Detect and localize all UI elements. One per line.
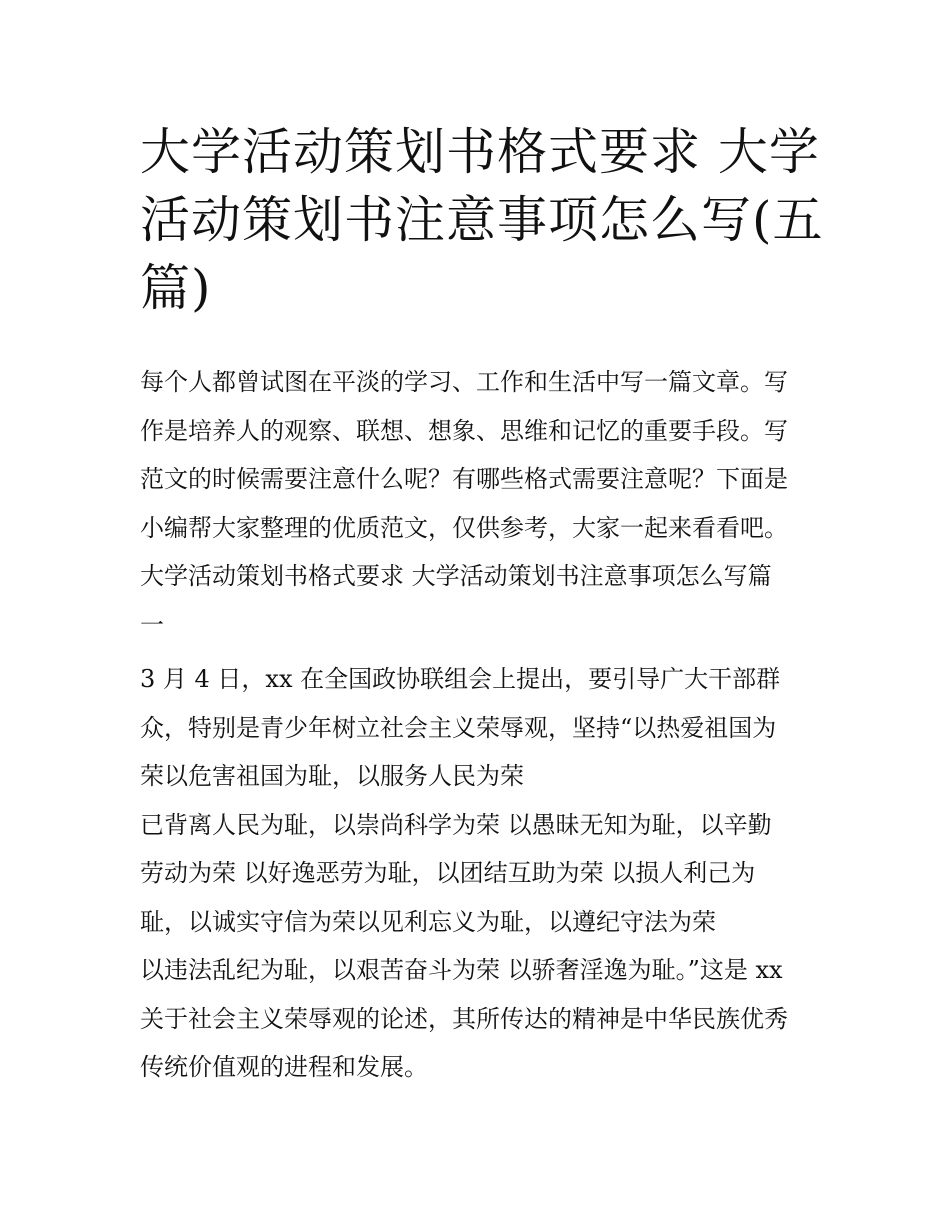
title-line: 活动策划书注意事项怎么写(五	[140, 191, 824, 249]
intro-paragraph	[140, 358, 830, 552]
document-title	[140, 118, 824, 322]
title-line: 大学活动策划书格式要求 大学	[140, 123, 820, 181]
section-heading-line: 一	[140, 610, 164, 639]
paragraph-line: 小编帮大家整理的优质范文，仅供参考，大家一起来看看吧。	[140, 513, 788, 542]
section-heading-line: 大学活动策划书格式要求 大学活动策划书注意事项怎么写篇	[140, 562, 772, 590]
paragraph-line: 荣以危害祖国为耻，以服务人民为荣	[140, 762, 524, 790]
paragraph-line: 3 月 4 日，xx 在全国政协联组会上提出，要引导广大干部群	[140, 665, 781, 693]
document-body	[140, 358, 830, 1092]
paragraph-line: 关于社会主义荣辱观的论述，其所传达的精神是中华民族优秀	[140, 1004, 788, 1033]
title-line: 篇)	[140, 259, 212, 317]
paragraph-line: 每个人都曾试图在平淡的学习、工作和生活中写一篇文章。写	[140, 368, 788, 396]
paragraph-line: 劳动为荣 以好逸恶劳为耻，以团结互助为荣 以损人利己为	[140, 859, 756, 887]
paragraph-line: 作是培养人的观察、联想、想象、思维和记忆的重要手段。写	[140, 416, 788, 445]
paragraph-line: 众，特别是青少年树立社会主义荣辱观，坚持“以热爱祖国为	[140, 713, 777, 742]
section-heading	[140, 552, 830, 649]
paragraph-line: 传统价值观的进程和发展。	[140, 1053, 428, 1081]
paragraph-line: 以违法乱纪为耻，以艰苦奋斗为荣 以骄奢淫逸为耻。”这是 xx	[140, 956, 783, 984]
paragraph-line: 已背离人民为耻，以崇尚科学为荣 以愚昧无知为耻，以辛勤	[140, 810, 772, 839]
paragraph-line: 范文的时候需要注意什么呢？有哪些格式需要注意呢？下面是	[140, 465, 788, 493]
paragraph-line: 耻，以诚实守信为荣以见利忘义为耻，以遵纪守法为荣	[140, 907, 716, 936]
body-paragraph	[140, 655, 830, 1092]
